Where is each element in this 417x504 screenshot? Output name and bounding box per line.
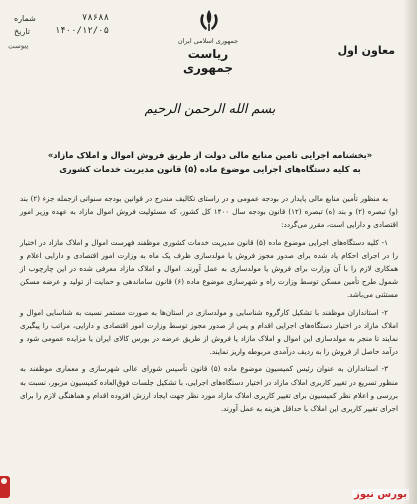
- basmala-heading: بسم الله الرحمن الرحیم: [144, 102, 276, 117]
- page-edge-shadow: [403, 0, 417, 504]
- letter-body: [20, 192, 398, 419]
- letter-date: ۱۴۰۰/۱۲/۰۵: [54, 26, 109, 36]
- letter-metadata: [7, 12, 109, 51]
- letter-recipient: به کلیه دستگاه‌های اجرایی موضوع ماده (۵) قانون مدیریت خدمات کشوری: [59, 164, 361, 174]
- presidency-title: ریاست جمهوری: [182, 47, 234, 75]
- intro-paragraph: به منظور تأمین منابع مالی پایدار در بودجه عمومی و در راستای تکالیف مندرج در قوانین بودجه سنواتی ازجمله جزء (۲) بند (و) تبصره (۲) و بند (ه) تبصره (۱۲) قانون بودجه سال ۱۴۰۰ کل کشور، که مسئولیت فروش اموال مازاد به عهده وزیر امور اقتصادی و دارایی است، مقرر می‌گردد:: [20, 194, 398, 230]
- source-watermark: بورس نیوز: [354, 489, 407, 500]
- number-row: [14, 12, 109, 25]
- clause-2-paragraph: ۲- استانداران موظفند با تشکیل کارگروه شناسایی و مولدسازی در استان‌ها به صورت مستمر نسبت به شناسایی اموال و املاک مازاد در اختیار دستگاه‌های اجرایی اقدام و پس از صدور مجوز توسط وزارت امور اقتصادی و دارایی، مراتب را پیگیری نمایند تا منجر به مولدسازی این اموال و املاک مازاد یا فروش از طریق عرضه در بورس کالای ایران یا مزایده عمومی شود و درآمد حاصل از فروش را به ردیف درآمدی مربوطه واریز نمایند.: [20, 307, 398, 357]
- clause-3-paragraph: ۳- استانداران به عنوان رئیس کمیسیون موضوع ماده (۵) قانون تأسیس شورای عالی شهرسازی و معماری موظفند به منظور تسریع در تغییر کاربری املاک مازاد در اختیار دستگاه‌های اجرایی، با تشکیل جلسات فوق‌العاده کمیسیون مزبور، نسبت به بررسی و اعلام نظر کمیسیون برای تغییر کاربری املاک مازاد مورد نظر جهت ایجاد ارزش افزوده اقدام و هماهنگی لازم را برای اجرای تغییر کاربری این املاک با حداقل هزینه به عمل آورند.: [20, 364, 398, 414]
- corner-logo-icon: [0, 476, 10, 498]
- iran-emblem-icon: [194, 8, 224, 34]
- republic-name: جمهوری اسلامی ایران: [177, 37, 239, 45]
- letter-number: ۷۸۶۸۸: [81, 13, 109, 23]
- clause-1-paragraph: ۱- کلیه دستگاه‌های اجرایی موضوع ماده (۵) قانون مدیریت خدمات کشوری موظفند فهرست اموال و املاک مازاد در اختیار را در اجرای احکام یاد شده برای صدور مجوز فروش یا مولدسازی ظرف یک ماه به وزارت امور اقتصادی و دارایی اعلام و همکاری لازم را با آن وزارت برای فروش یا مولدسازی به عمل آورند. اموال و املاک مازاد معرفی شده در این چارچوب از شمول طرح تأمین مسکن توسط وزارت راه و شهرسازی موضوع ماده (۶) قانون ساماندهی و حمایت از تولید و عرضه مسکن مستثنی می‌باشد.: [20, 237, 398, 300]
- attachment-label: پیوست: [7, 41, 29, 51]
- number-label: شماره: [14, 14, 36, 23]
- date-row: [14, 25, 109, 38]
- deputy-title: معاون اول: [337, 44, 395, 57]
- letter-subject: «بخشنامه اجرایی تامین منابع مالی دولت از طریق فروش اموال و املاک مازاد»: [47, 150, 373, 160]
- date-label: تاریخ: [14, 27, 30, 36]
